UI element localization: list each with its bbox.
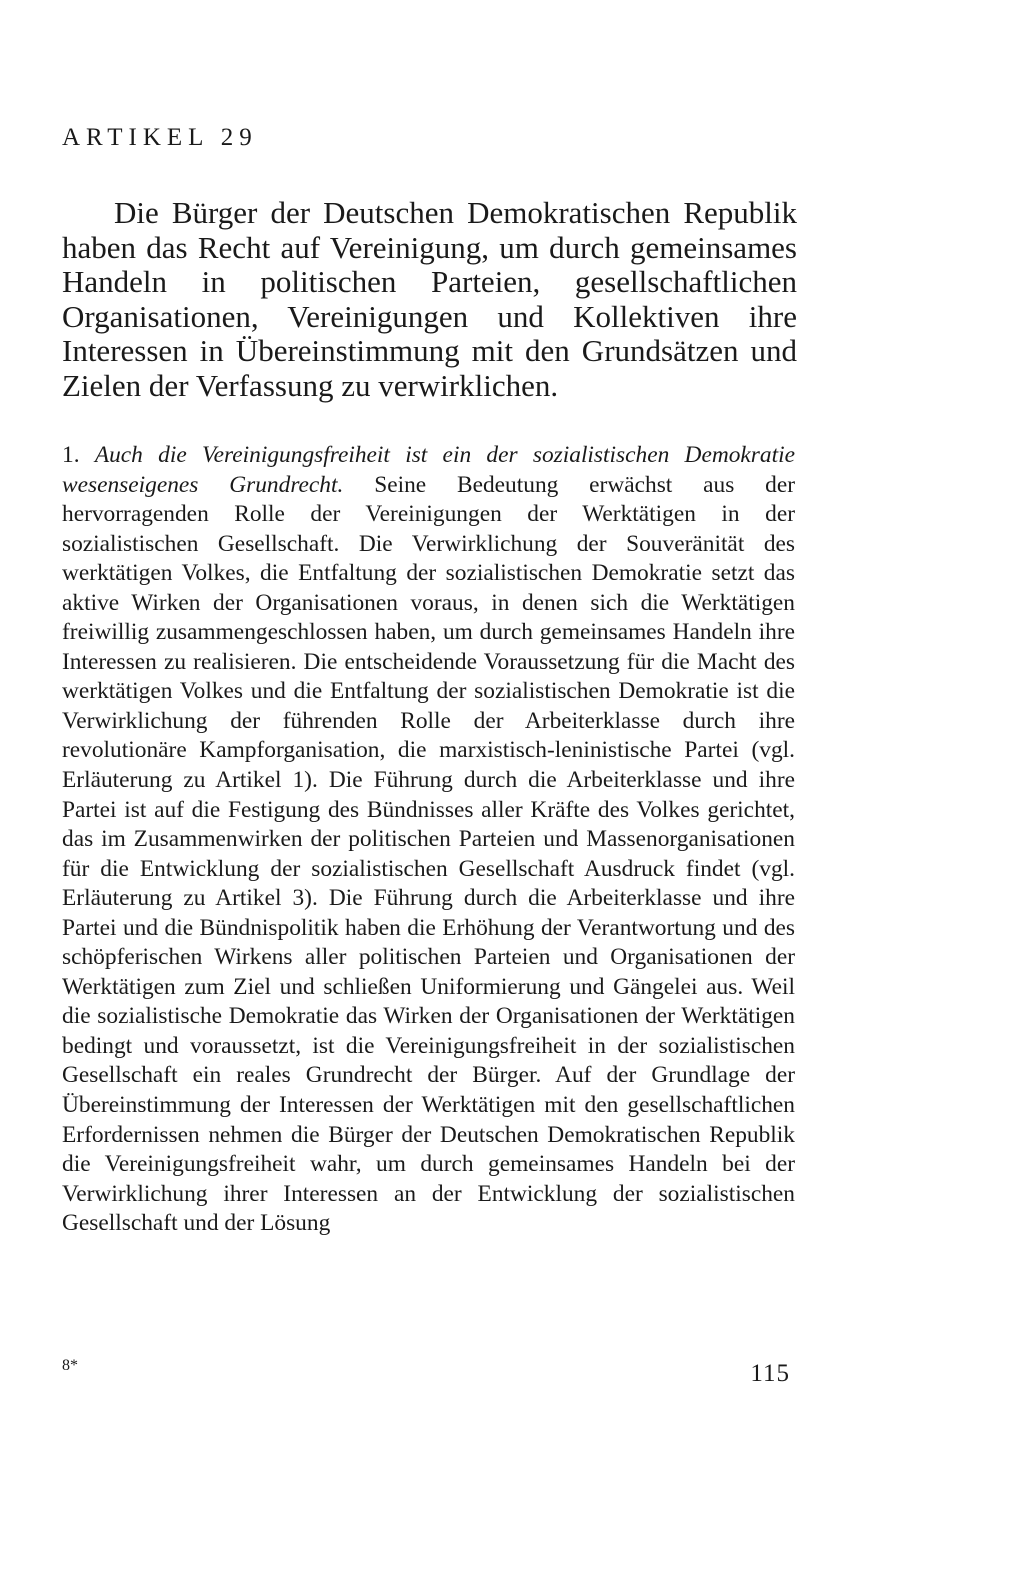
commentary-number: 1. [62,442,80,468]
commentary-paragraph [62,441,795,1239]
page-number: 115 [750,1360,790,1387]
commentary-lead-italic: Auch die Vereinigungsfreiheit ist ein der sozialistischen Demokratie wesenseigenes Grundrecht. [62,442,795,498]
signature-mark: 8* [62,1357,78,1374]
article-heading: ARTIKEL 29 [62,124,258,151]
commentary-body: Seine Bedeutung erwächst aus der hervorragenden Rolle der Vereinigungen der Werktätigen in der sozialistischen Gesellschaft. Die Verwirklichung der Souveränität des werktätigen Volkes, die Entfaltung der sozialistischen Demokratie setzt das aktive Wirken der Organisationen voraus, in denen sich die Werktätigen freiwillig zusammengeschlossen haben, um durch gemeinsames Handeln ihre Interessen zu realisieren. Die entscheidende Voraussetzung für die Macht des werktätigen Volkes und die Entfaltung der sozialistischen Demokratie ist die Verwirklichung der führenden Rolle der Arbeiterklasse durch ihre revolutionäre Kampforganisation, die marxistisch-leninistische Partei (vgl. Erläuterung zu Artikel 1). Die Führung durch die Arbeiterklasse und ihre Partei ist auf die Festigung des Bündnisses aller Kräfte des Volkes gerichtet, das im Zusammenwirken der politischen Parteien und Massenorganisationen für die Entwicklung der sozialistischen Gesellschaft Ausdruck findet (vgl. Erläuterung zu Artikel 3). Die Führung durch die Arbeiterklasse und ihre Partei und die Bündnispolitik haben die Erhöhung der Verantwortung und des schöpferischen Wirkens aller politischen Parteien und Organisationen der Werktätigen zum Ziel und schließen Uniformierung und Gängelei aus. Weil die sozialistische Demokratie das Wirken der Organisationen der Werktätigen bedingt und voraussetzt, ist die Vereinigungsfreiheit in der sozialistischen Gesellschaft ein reales Grundrecht der Bürger. Auf der Grundlage der Übereinstimmung der Interessen der Werktätigen mit den gesellschaftlichen Erfordernissen nehmen die Bürger der Deutschen Demokratischen Republik die Vereinigungsfreiheit wahr, um durch gemeinsames Handeln bei der Verwirklichung ihrer Interessen an der Entwicklung der sozialistischen Gesellschaft und der Lösung [62,471,795,1237]
article-text: Die Bürger der Deutschen Demokratischen Republik haben das Recht auf Vereinigung, um durch gemeinsames Handeln in politischen Parteien, gesellschaftlichen Organisationen, Vereinigungen und Kollektiven ihre Interessen in Übereinstimmung mit den Grundsätzen und Zielen der Verfassung zu verwirklichen. [62,195,797,403]
